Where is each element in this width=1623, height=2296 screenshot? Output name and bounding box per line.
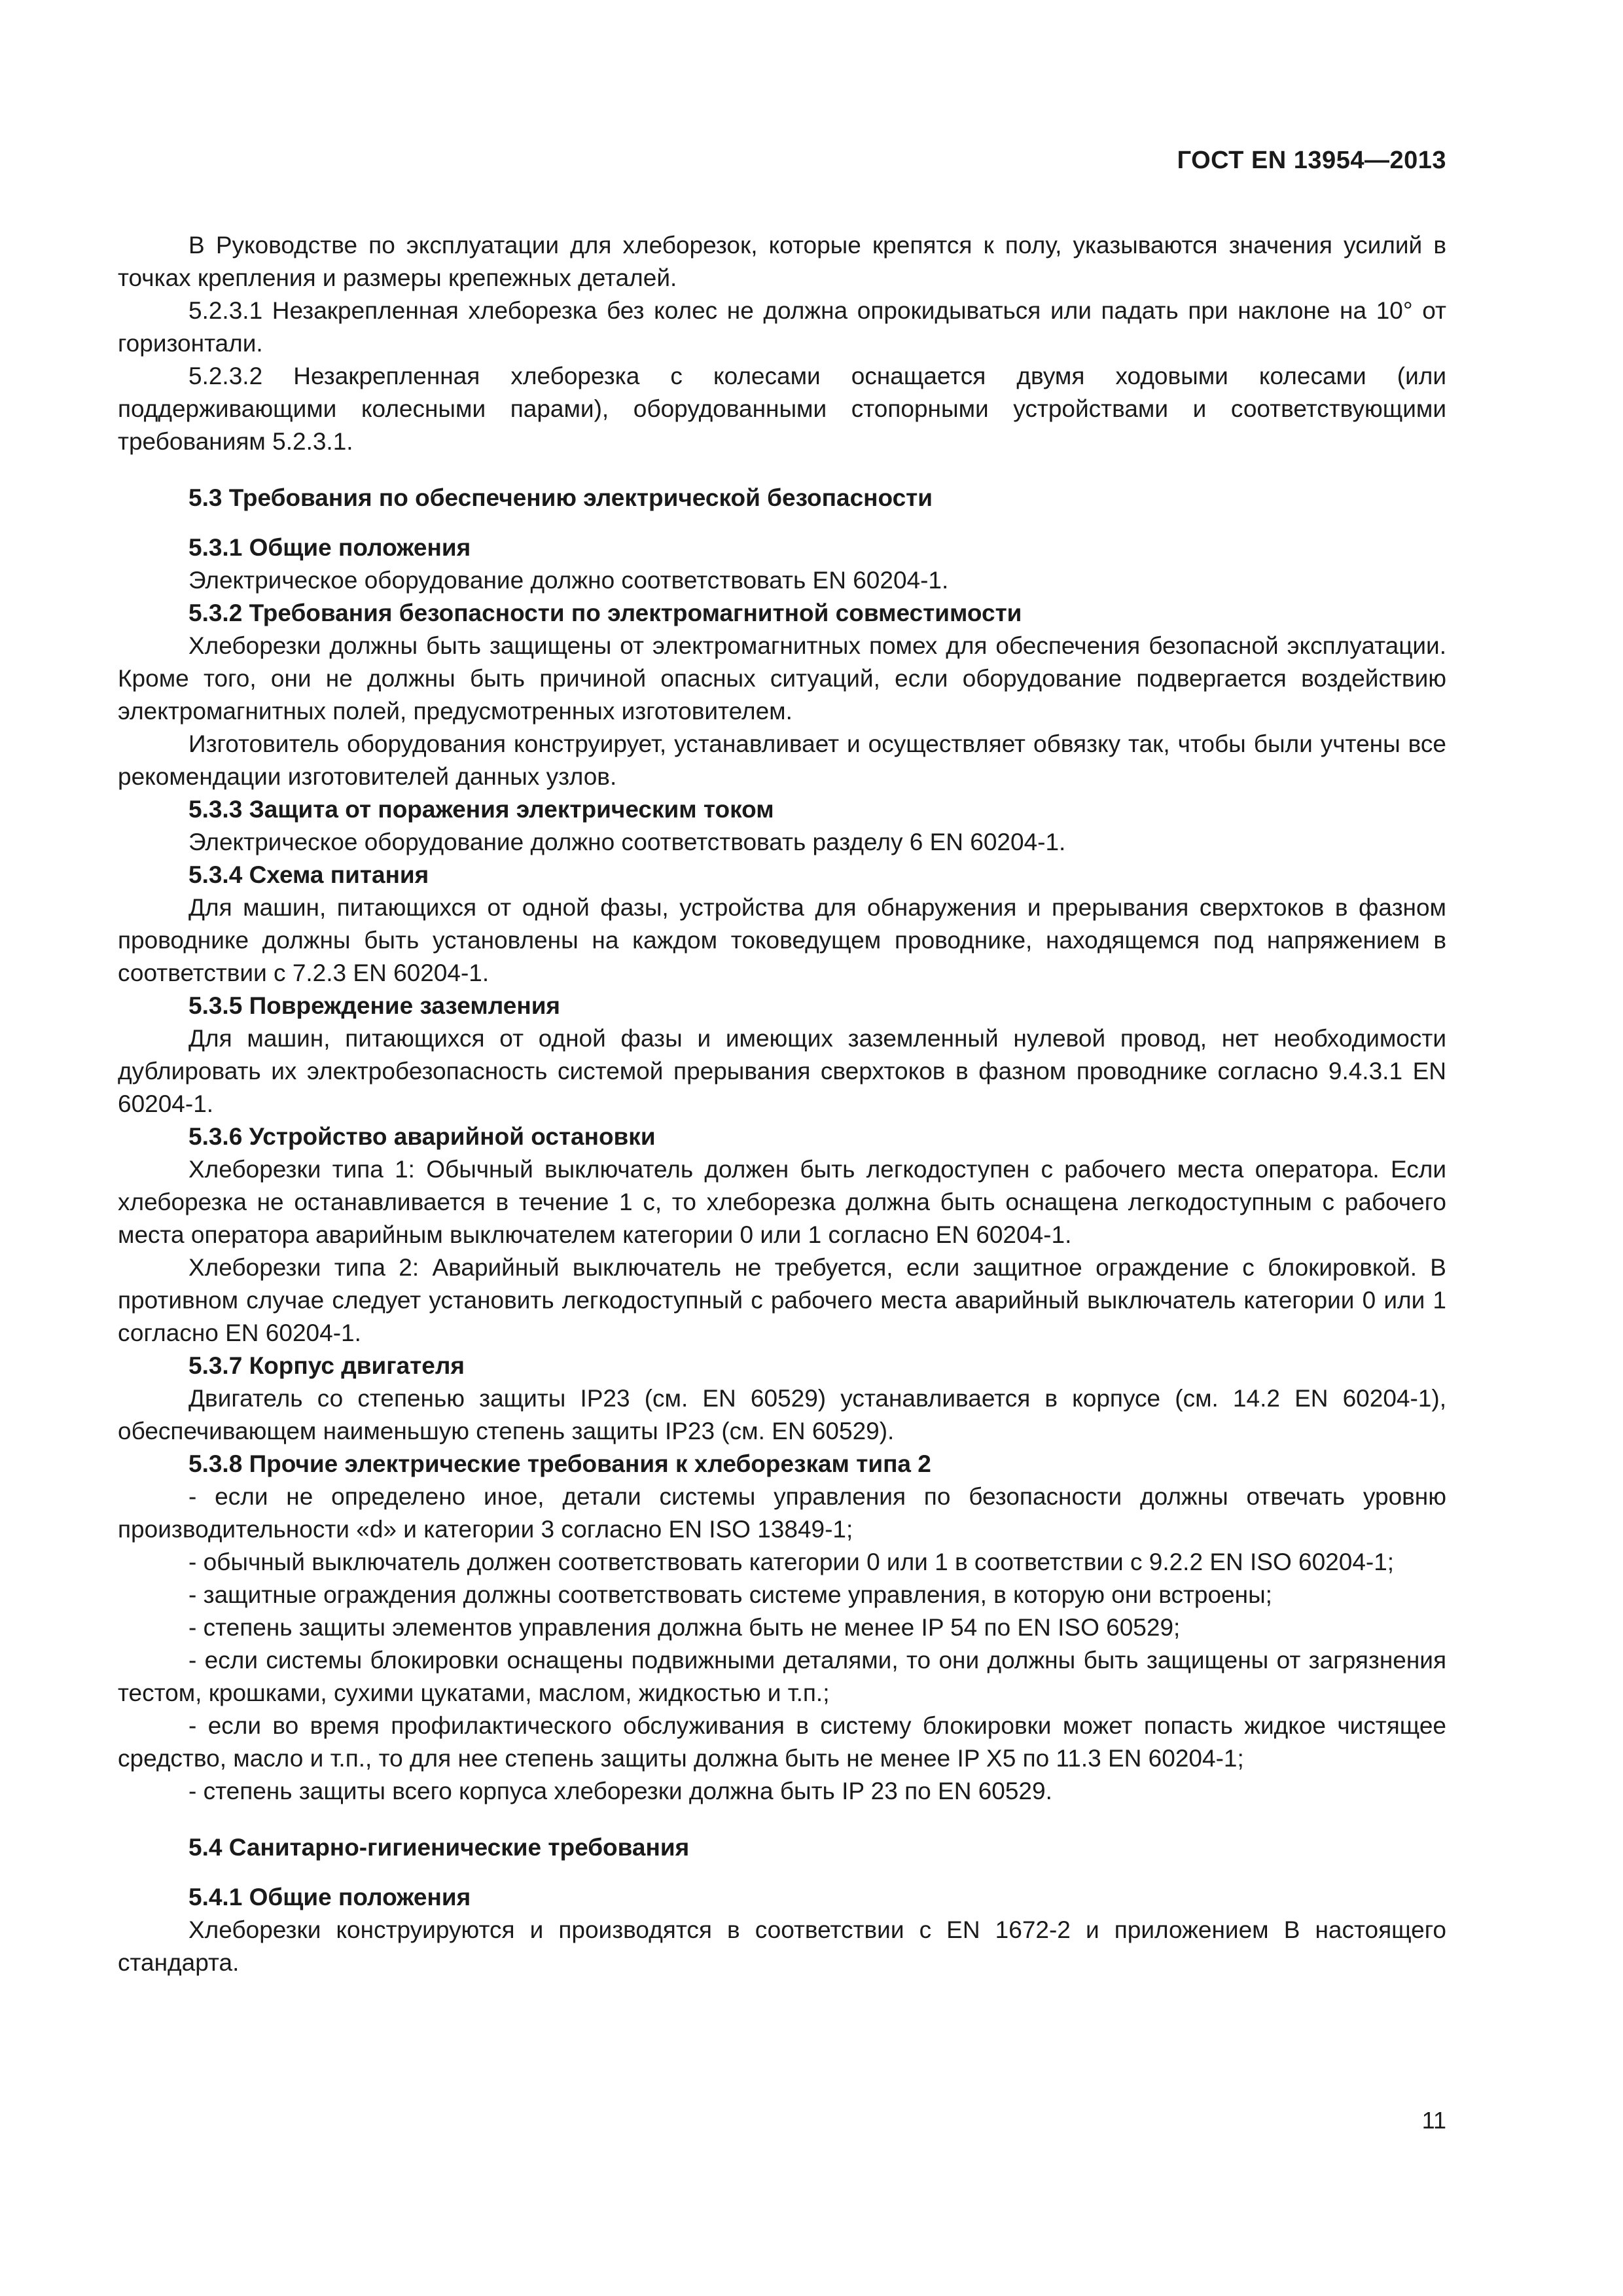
paragraph: Для машин, питающихся от одной фазы и имеющих заземленный нулевой провод, нет необходимости дублировать их электробезопасность системой прерывания сверхтоков в фазном проводнике согласно 9.4.3.1 EN 60204-1. [118, 1025, 1446, 1117]
paragraph: Хлеборезки конструируются и производятся в соответствии с EN 1672-2 и приложением В настоящего стандарта. [118, 1916, 1446, 1976]
list-item: - степень защиты всего корпуса хлеборезки должна быть IP 23 по EN 60529. [188, 1778, 1052, 1804]
subsection-heading-5-3-2: 5.3.2 Требования безопасности по электромагнитной совместимости [188, 600, 1022, 626]
document-page [118, 0, 1446, 2296]
page-number: 11 [1421, 2107, 1446, 2134]
paragraph: Для машин, питающихся от одной фазы, устройства для обнаружения и прерывания сверхтоков в фазном проводнике должны быть установлены на каждом токоведущем проводнике, находящемся под напряжением в соответствии с 7.2.3 EN 60204-1. [118, 894, 1446, 986]
subsection-heading-5-3-6: 5.3.6 Устройство аварийной остановки [188, 1123, 656, 1150]
subsection-heading-5-3-5: 5.3.5 Повреждение заземления [188, 992, 561, 1019]
paragraph: Электрическое оборудование должно соответствовать EN 60204-1. [188, 567, 949, 594]
paragraph: Двигатель со степенью защиты IP23 (см. EN 60529) устанавливается в корпусе (см. 14.2 EN 60204-1), обеспечивающем наименьшую степень защиты IP23 (см. EN 60529). [118, 1385, 1446, 1444]
paragraph: В Руководстве по эксплуатации для хлеборезок, которые крепятся к полу, указываются значения усилий в точках крепления и размеры крепежных деталей. [118, 232, 1446, 291]
subsection-heading-5-3-1: 5.3.1 Общие положения [188, 534, 471, 561]
list-item: - если системы блокировки оснащены подвижными деталями, то они должны быть защищены от загрязнения тестом, крошками, сухими цукатами, маслом, жидкостью и т.п.; [118, 1647, 1446, 1706]
document-body [118, 229, 1446, 1979]
paragraph: Электрическое оборудование должно соответствовать разделу 6 EN 60204-1. [188, 829, 1066, 855]
list-item: - если не определено иное, детали системы управления по безопасности должны отвечать уровню производительности «d» и категории 3 согласно EN ISO 13849-1; [118, 1483, 1446, 1543]
section-heading-5-3: 5.3 Требования по обеспечению электрической безопасности [188, 484, 933, 511]
subsection-heading-5-3-4: 5.3.4 Схема питания [188, 861, 429, 888]
subsection-heading-5-3-3: 5.3.3 Защита от поражения электрическим током [188, 796, 774, 823]
subsection-heading-5-3-7: 5.3.7 Корпус двигателя [188, 1352, 465, 1379]
list-item: - защитные ограждения должны соответствовать системе управления, в которую они встроены; [188, 1581, 1272, 1608]
paragraph: Хлеборезки должны быть защищены от электромагнитных помех для обеспечения безопасной эксплуатации. Кроме того, они не должны быть причиной опасных ситуаций, если оборудование подвергается воздействию электромагнитных полей, предусмотренных изготовителем. [118, 632, 1446, 725]
list-item: - обычный выключатель должен соответствовать категории 0 или 1 в соответствии с 9.2.2 EN ISO 60204-1; [188, 1549, 1395, 1575]
document-header: ГОСТ EN 13954—2013 [1177, 147, 1446, 174]
section-heading-5-4: 5.4 Санитарно-гигиенические требования [188, 1834, 690, 1861]
subsection-heading-5-4-1: 5.4.1 Общие положения [188, 1884, 471, 1910]
paragraph: Изготовитель оборудования конструирует, устанавливает и осуществляет обвязку так, чтобы были учтены все рекомендации изготовителей данных узлов. [118, 730, 1446, 790]
clause-5-2-3-2: 5.2.3.2 Незакрепленная хлеборезка с колесами оснащается двумя ходовыми колесами (или поддерживающими колесными парами), оборудованными стопорными устройствами и соответствующими требованиям 5.2.3.1. [118, 363, 1446, 455]
paragraph: Хлеборезки типа 1: Обычный выключатель должен быть легкодоступен с рабочего места оператора. Если хлеборезка не останавливается в течение 1 с, то хлеборезка должна быть оснащена легкодоступным с рабочего места оператора аварийным выключателем категории 0 или 1 согласно EN 60204-1. [118, 1156, 1446, 1248]
clause-5-2-3-1: 5.2.3.1 Незакрепленная хлеборезка без колес не должна опрокидываться или падать при наклоне на 10° от горизонтали. [118, 297, 1446, 357]
paragraph: Хлеборезки типа 2: Аварийный выключатель не требуется, если защитное ограждение с блокировкой. В противном случае следует установить легкодоступный с рабочего места аварийный выключатель категории 0 или 1 согласно EN 60204-1. [118, 1254, 1446, 1346]
subsection-heading-5-3-8: 5.3.8 Прочие электрические требования к хлеборезкам типа 2 [188, 1450, 931, 1477]
list-item: - если во время профилактического обслуживания в систему блокировки может попасть жидкое чистящее средство, масло и т.п., то для нее степень защиты должна быть не менее IP X5 по 11.3 EN 60204-1; [118, 1712, 1446, 1772]
list-item: - степень защиты элементов управления должна быть не менее IP 54 по EN ISO 60529; [188, 1614, 1181, 1641]
